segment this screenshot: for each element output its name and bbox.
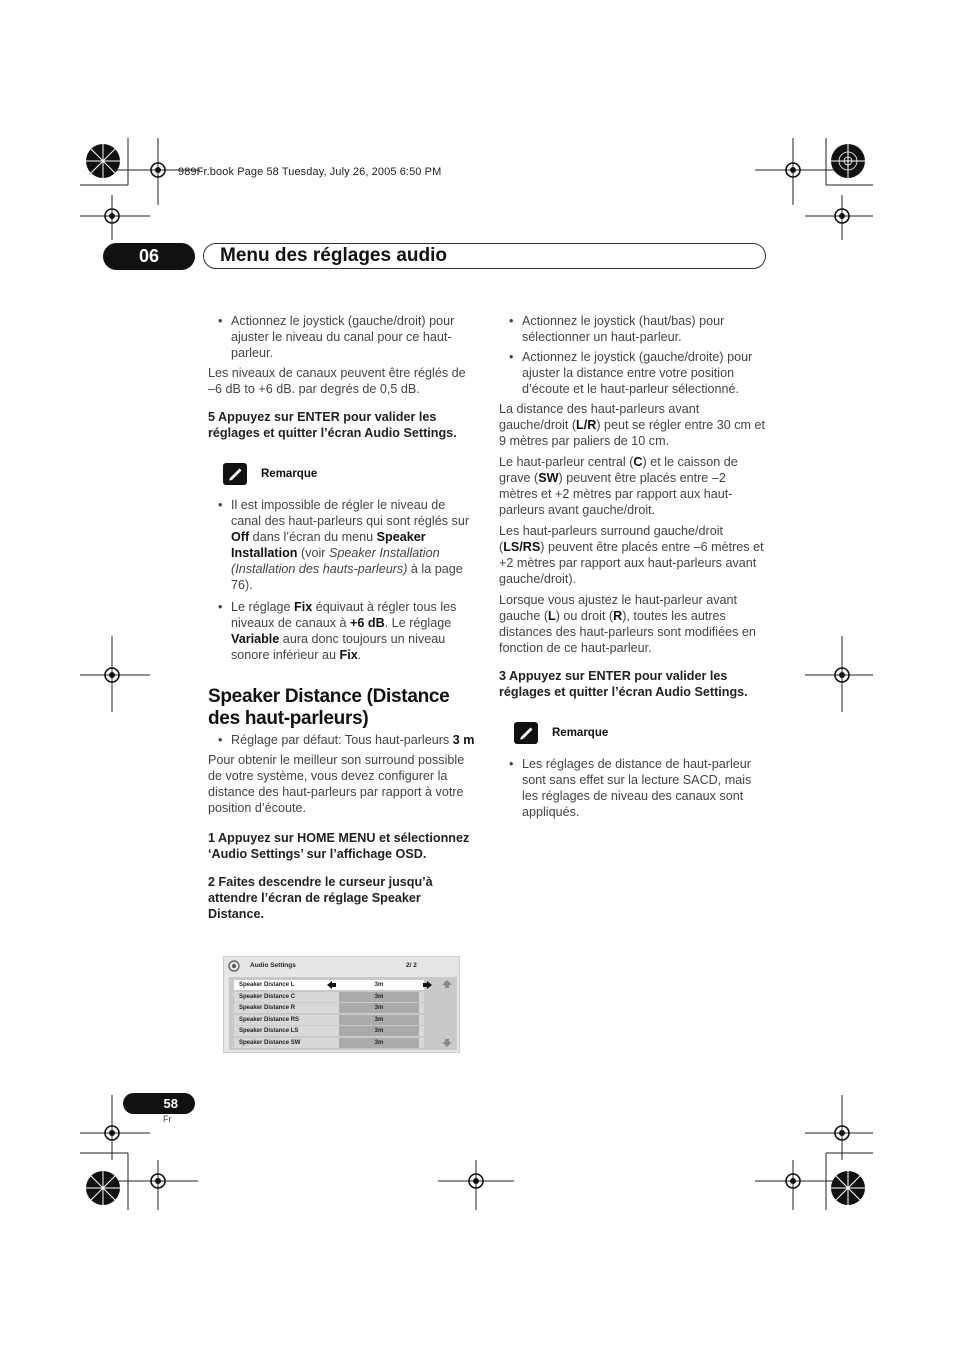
pencil-icon — [514, 722, 538, 744]
step-1: 1 Appuyez sur HOME MENU et sélectionnez ‘Audio Settings’ sur l’affichage OSD. — [208, 831, 470, 861]
paragraph: Lorsque vous ajustez le haut-parleur avant gauche (L) ou droit (R), toutes les autres distances des haut-parleurs sont modifiées en fonction de ce haut-parleur. — [499, 593, 756, 655]
page-number: 58 — [123, 1093, 195, 1114]
note-label: Remarque — [552, 727, 609, 739]
list-item: • Actionnez le joystick (gauche/droite) pour ajuster la distance entre votre position d’écoute et le haut-parleur sélectionné. — [499, 349, 767, 397]
osd-row[interactable]: Speaker Distance L 3m — [234, 980, 424, 990]
print-info: 989Fr.book Page 58 Tuesday, July 26, 2005 6:50 PM — [178, 166, 442, 178]
paragraph: Pour obtenir le meilleur son surround possible de votre système, vous devez configurer la distance des haut-parleurs par rapport à votre position d’écoute. — [208, 753, 465, 815]
paragraph: La distance des haut-parleurs avant gauche/droit (L/R) peut se régler entre 30 cm et 9 mètres par paliers de 10 cm. — [499, 402, 766, 448]
list-item: • Actionnez le joystick (gauche/droit) pour ajuster le niveau du canal pour ce haut-parleur. — [208, 313, 476, 361]
scroll-down-icon[interactable] — [442, 1039, 452, 1047]
speaker-icon — [228, 959, 240, 973]
paragraph: Le haut-parleur central (C) et le caisson de grave (SW) peuvent être placés entre –2 mètres et +2 mètres par rapport aux haut-parleurs avant gauche/droit. — [499, 455, 738, 517]
step-3: 3 Appuyez sur ENTER pour valider les réglages et quitter l’écran Audio Settings. — [499, 669, 748, 699]
chapter-number: 06 — [103, 243, 195, 270]
osd-row[interactable]: Speaker Distance C 3m — [234, 992, 424, 1002]
list-item: • Les réglages de distance de haut-parleur sont sans effet sur la lecture SACD, mais les réglages de niveau des canaux sont appliqués. — [499, 756, 767, 820]
osd-list — [229, 977, 457, 1050]
paragraph: Les haut-parleurs surround gauche/droit (LS/RS) peuvent être placés entre –6 mètres et +2 mètres par rapport aux haut-parleurs avant gauche/droit). — [499, 524, 764, 586]
pencil-icon — [223, 463, 247, 485]
list-item: • Il est impossible de régler le niveau de canal des haut-parleurs qui sont réglés sur Off dans l’écran du menu Speaker Installation (voir Speaker Installation (Installation des hauts-parleurs) à la page 76). — [208, 497, 476, 593]
list-item: • Réglage par défaut: Tous haut-parleurs 3 m — [208, 732, 476, 748]
step-2: 2 Faites descendre le curseur jusqu’à attendre l’écran de réglage Speaker Distance. — [208, 875, 433, 921]
list-item: • Actionnez le joystick (haut/bas) pour sélectionner un haut-parleur. — [499, 313, 767, 345]
osd-page-indicator: 2/ 2 — [406, 962, 417, 969]
arrow-right-icon[interactable] — [423, 981, 432, 989]
scroll-up-icon[interactable] — [442, 980, 452, 988]
section-heading: Speaker Distance (Distance des haut-parleurs) — [208, 686, 450, 729]
osd-row[interactable]: Speaker Distance R 3m — [234, 1003, 424, 1013]
right-column — [499, 313, 767, 824]
paragraph: Les niveaux de canaux peuvent être réglés de –6 dB to +6 dB. par degrés de 0,5 dB. — [208, 366, 466, 396]
step-5: 5 Appuyez sur ENTER pour valider les réglages et quitter l’écran Audio Settings. — [208, 410, 457, 440]
chapter-title: Menu des réglages audio — [220, 245, 447, 266]
list-item: • Le réglage Fix équivaut à régler tous les niveaux de canaux à +6 dB. Le réglage Variable aura donc toujours un niveau sonore inférieur au Fix. — [208, 599, 476, 663]
osd-title: Audio Settings — [250, 962, 296, 969]
osd-row[interactable]: Speaker Distance LS 3m — [234, 1026, 424, 1036]
osd-row[interactable]: Speaker Distance SW 3m — [234, 1038, 424, 1048]
osd-row[interactable]: Speaker Distance RS 3m — [234, 1015, 424, 1025]
note-header — [223, 463, 476, 485]
left-column — [208, 313, 476, 931]
language-code: Fr — [163, 1114, 172, 1124]
arrow-left-icon[interactable] — [327, 981, 336, 989]
note-label: Remarque — [261, 468, 318, 480]
osd-audio-settings — [223, 956, 460, 1053]
note-header — [514, 722, 767, 744]
